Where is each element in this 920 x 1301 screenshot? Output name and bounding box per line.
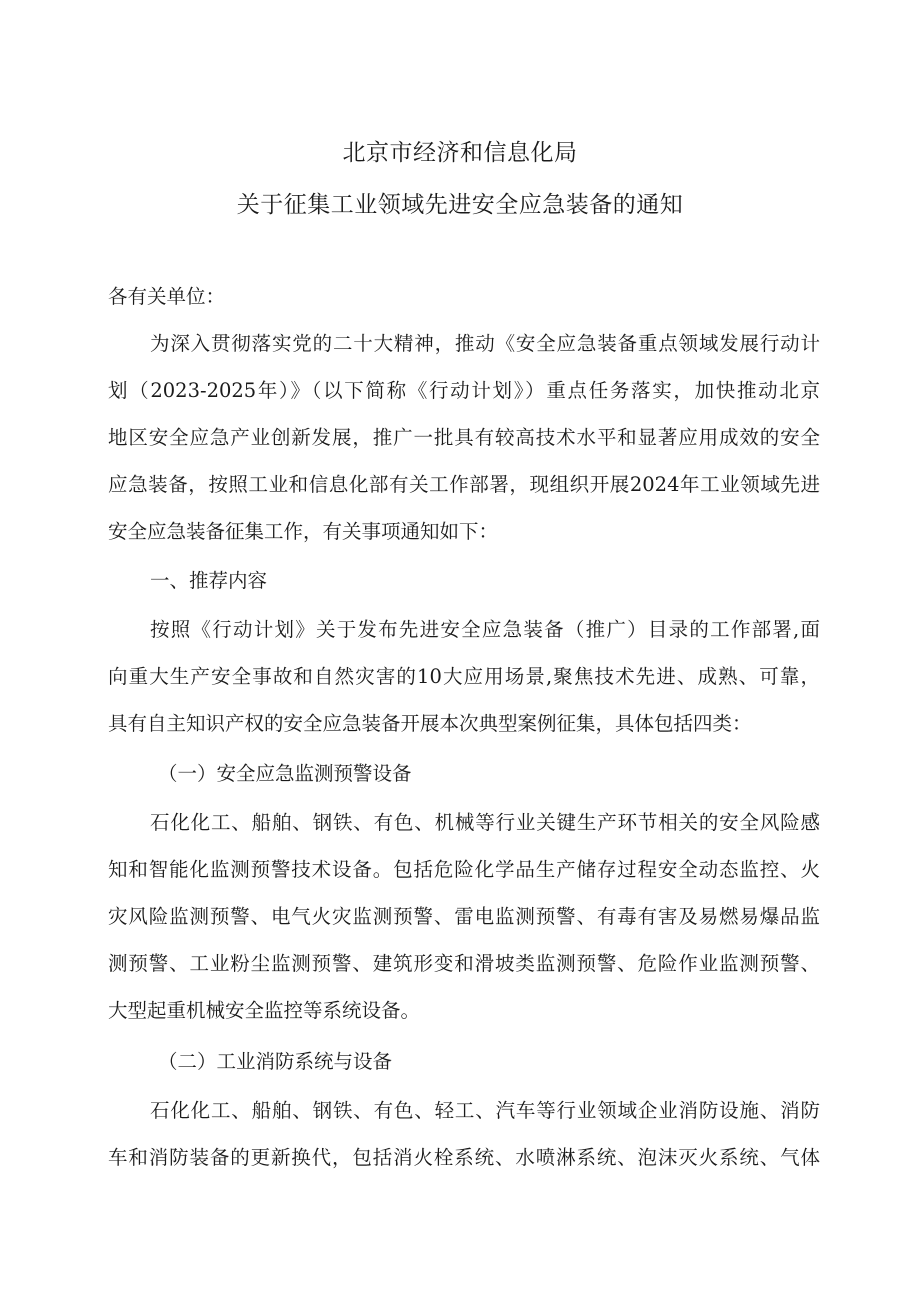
subsection-line: 测预警、工业粉尘监测预警、建筑形变和滑坡类监测预警、危险作业监测预警、 [108,952,820,975]
intro-line: 划（2023-2025年）》（以下简称《行动计划》）重点任务落实，加快推动北京 [108,379,820,402]
document-title-issuer: 北京市经济和信息化局 [342,140,578,166]
section-heading: 一、推荐内容 [150,569,268,592]
subsection-heading: （二）工业消防系统与设备 [158,1050,393,1073]
subsection-line: 石化化工、船舶、钢铁、有色、轻工、汽车等行业领域企业消防设施、消防 [150,1099,820,1122]
intro-line: 地区安全应急产业创新发展，推广一批具有较高技术水平和显著应用成效的安全 [108,426,820,449]
subsection-line: 知和智能化监测预警技术设备。包括危险化学品生产储存过程安全动态监控、火 [108,858,820,881]
subsection-heading: （一）安全应急监测预警设备 [158,762,412,785]
intro-line: 为深入贯彻落实党的二十大精神，推动《安全应急装备重点领域发展行动计 [150,332,820,355]
subsection-line: 石化化工、船舶、钢铁、有色、机械等行业关键生产环节相关的安全风险感 [150,811,820,834]
subsection-line: 灾风险监测预警、电气火灾监测预警、雷电监测预警、有毒有害及易燃易爆品监 [108,905,820,928]
salutation: 各有关单位： [108,285,226,308]
section-line: 按照《行动计划》关于发布先进安全应急装备（推广）目录的工作部署,面 [150,618,820,641]
document-title-subject: 关于征集工业领域先进安全应急装备的通知 [236,192,684,218]
intro-line: 应急装备，按照工业和信息化部有关工作部署，现组织开展2024年工业领域先进 [108,473,820,496]
intro-line: 安全应急装备征集工作，有关事项通知如下： [108,520,499,543]
section-line: 向重大生产安全事故和自然灾害的10大应用场景,聚焦技术先进、成熟、可靠， [108,665,820,688]
section-line: 具有自主知识产权的安全应急装备开展本次典型案例征集，具体包括四类： [108,712,752,735]
subsection-line: 大型起重机械安全监控等系统设备。 [108,999,421,1022]
subsection-line: 车和消防装备的更新换代，包括消火栓系统、水喷淋系统、泡沫灭火系统、气体 [108,1146,820,1169]
